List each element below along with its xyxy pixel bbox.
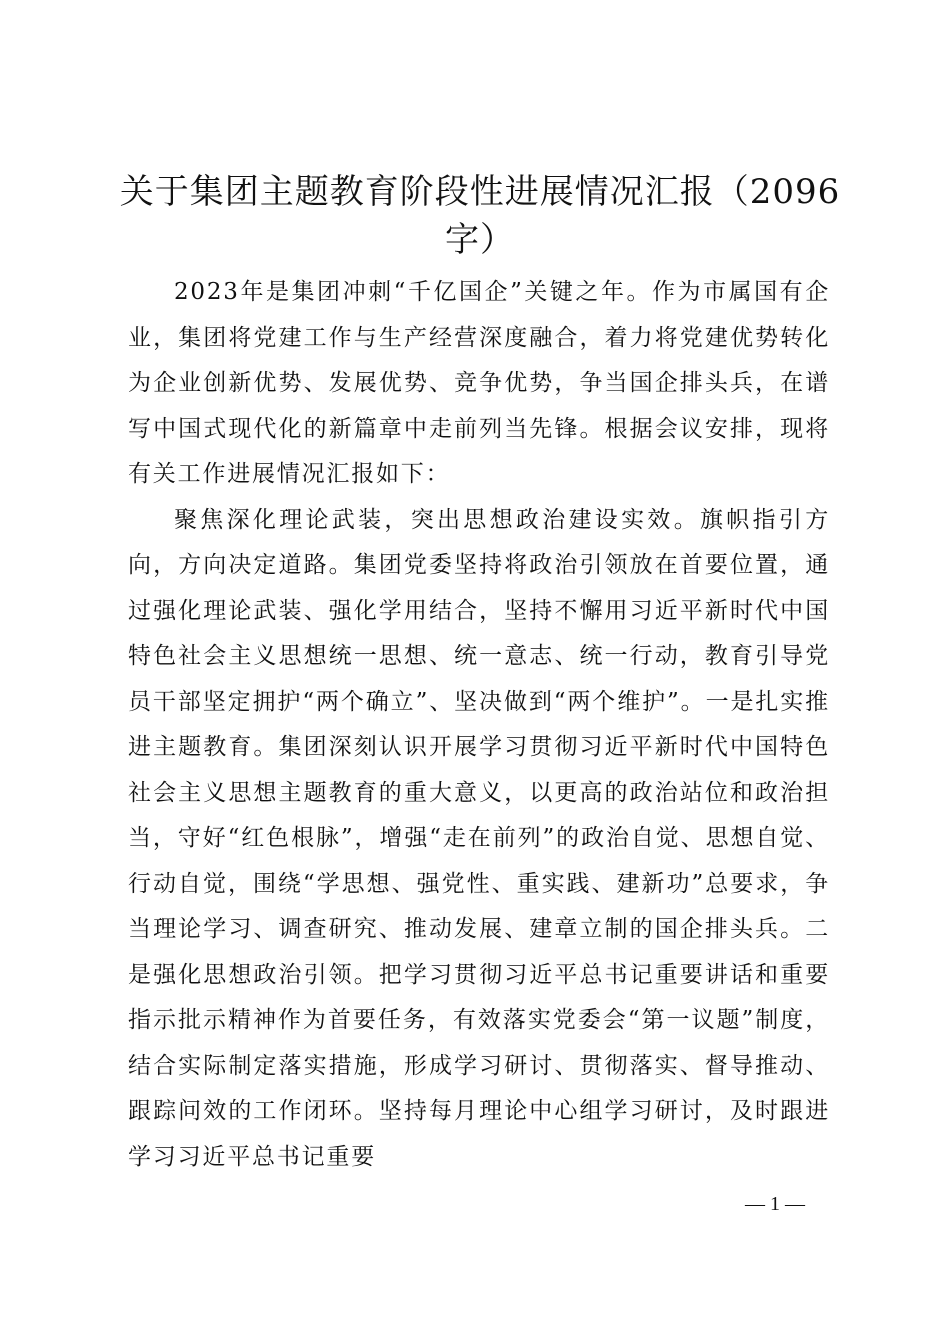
document-body bbox=[128, 270, 830, 1180]
paragraph-intro: 2023年是集团冲刺“千亿国企”关键之年。作为市属国有企业，集团将党建工作与生产经营深度融合，着力将党建优势转化为企业创新优势、发展优势、竞争优势，争当国企排头兵，在谱写中国式现代化的新篇章中走前列当先锋。根据会议安排，现将有关工作进展情况汇报如下： bbox=[128, 279, 830, 487]
page-number: — 1 — bbox=[745, 1193, 805, 1215]
paragraph-theory: 聚焦深化理论武装，突出思想政治建设实效。旗帜指引方向，方向决定道路。集团党委坚持将政治引领放在首要位置，通过强化理论武装、强化学用结合，坚持不懈用习近平新时代中国特色社会主义思想统一思想、统一意志、统一行动，教育引导党员干部坚定拥护“两个确立”、坚决做到“两个维护”。一是扎实推进主题教育。集团深刻认识开展学习贯彻习近平新时代中国特色社会主义思想主题教育的重大意义，以更高的政治站位和政治担当，守好“红色根脉”，增强“走在前列”的政治自觉、思想自觉、行动自觉，围绕“学思想、强党性、重实践、建新功”总要求，争当理论学习、调查研究、推动发展、建章立制的国企排头兵。二是强化思想政治引领。把学习贯彻习近平总书记重要讲话和重要指示批示精神作为首要任务，有效落实党委会“第一议题”制度，结合实际制定落实措施，形成学习研讨、贯彻落实、督导推动、跟踪问效的工作闭环。坚持每月理论中心组学习研讨，及时跟进学习习近平总书记重要 bbox=[128, 506, 830, 1170]
document-title: 关于集团主题教育阶段性进展情况汇报（2096字） bbox=[119, 172, 841, 260]
